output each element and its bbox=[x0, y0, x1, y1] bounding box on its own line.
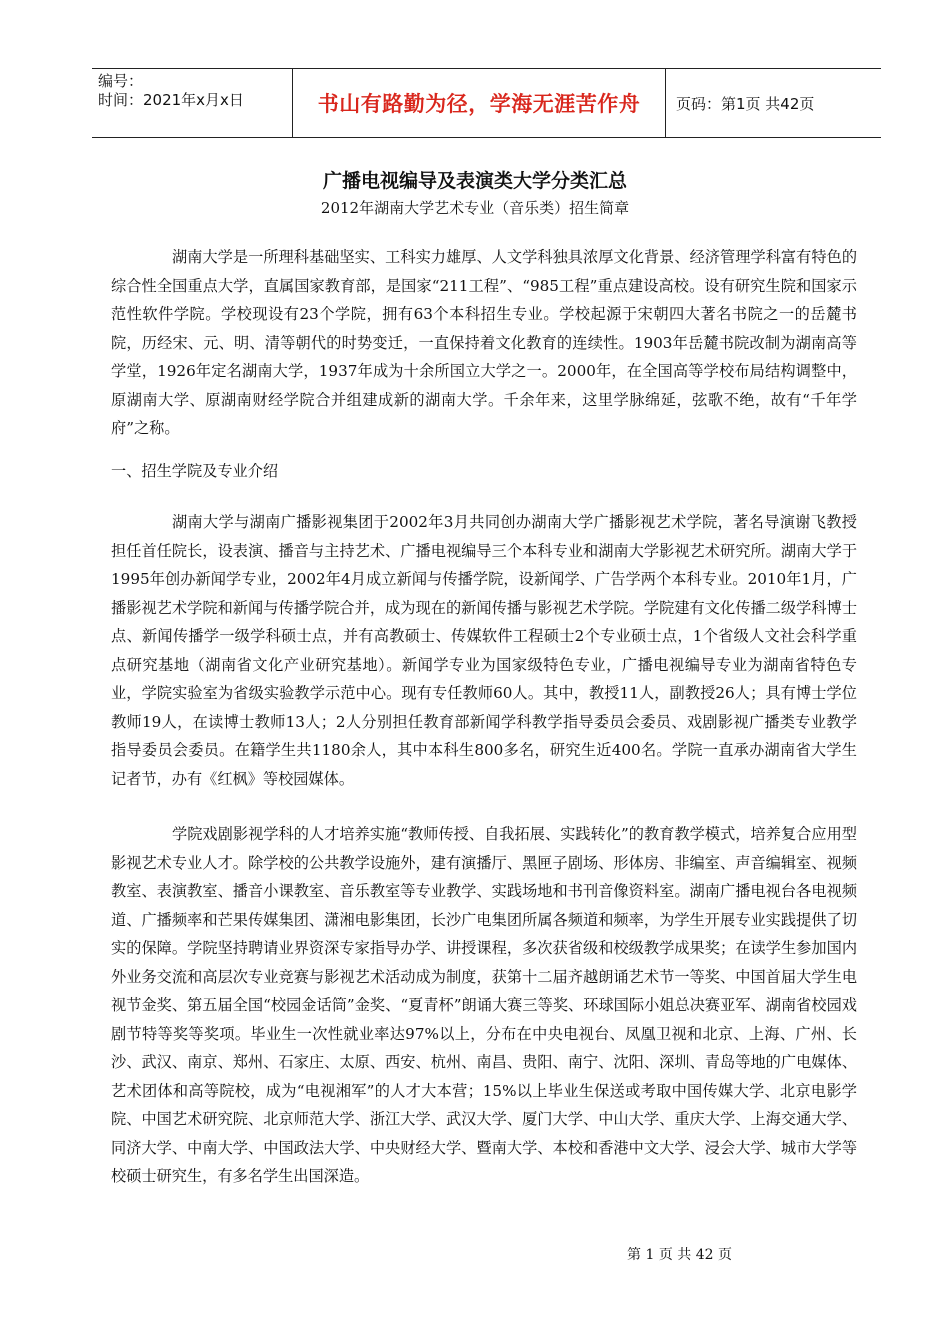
document-title: 广播电视编导及表演类大学分类汇总 bbox=[322, 170, 627, 192]
intro-paragraph: 湖南大学是一所理科基础坚实、工科实力雄厚、人文学科独具浓厚文化背景、经济管理学科富有特色的综合性全国重点大学，直属国家教育部，是国家“211工程”、“985工程”重点建设高校。设有研究生院和国家示范性软件学院。学校现设有23个学院，拥有63个本科招生专业。学校起源于宋朝四大著名书院之一的岳麓书院，历经宋、元、明、清等朝代的时势变迁，一直保持着文化教育的连续性。1903年岳麓书院改制为湖南高等学堂，1926年定名湖南大学，1937年成为十余所国立大学之一。2000年，在全国高等学校布局结构调整中，原湖南大学、原湖南财经学院合并组建成新的湖南大学。千余年来，这里学脉绵延，弦歌不绝，故有“千年学府”之称。 bbox=[111, 248, 857, 437]
section-paragraph-1: 湖南大学与湖南广播影视集团于2002年3月共同创办湖南大学广播影视艺术学院，著名导演谢飞教授担任首任院长，设表演、播音与主持艺术、广播电视编导三个本科专业和湖南大学影视艺术研究所。湖南大学于1995年创办新闻学专业，2002年4月成立新闻与传播学院，设新闻学、广告学两个本科专业。2010年1月，广播影视艺术学院和新闻与传播学院合并，成为现在的新闻传播与影视艺术学院。学院建有文化传播二级学科博士点、新闻传播学一级学科硕士点，并有高教硕士、传媒软件工程硕士2个专业硕士点，1个省级人文社会科学重点研究基地（湖南省文化产业研究基地）。新闻学专业为国家级特色专业，广播电视编导专业为湖南省特色专业，学院实验室为省级实验教学示范中心。现有专任教师60人。其中，教授11人，副教授26人；具有博士学位教师19人，在读博士教师13人；2人分别担任教育部新闻学科教学指导委员会委员、戏剧影视广播类专业教学指导委员会委员。在籍学生共1180余人，其中本科生800多名，研究生近400名。学院一直承办湖南省大学生记者节，办有《红枫》等校园媒体。 bbox=[111, 513, 857, 788]
header-meta-cell bbox=[92, 69, 293, 137]
page-footer: 第 1 页 共 42 页 bbox=[627, 1247, 732, 1263]
header-motto: 书山有路勤为径，学海无涯苦作舟 bbox=[293, 69, 666, 137]
document-header bbox=[92, 68, 881, 138]
document-subtitle: 2012年湖南大学艺术专业（音乐类）招生简章 bbox=[320, 199, 630, 217]
time-label: 时间：2021年x月x日 bbox=[98, 91, 244, 109]
header-page-info: 页码：第1页 共42页 bbox=[676, 94, 815, 113]
section-heading: 一、招生学院及专业介绍 bbox=[111, 462, 279, 480]
number-label: 编号： bbox=[98, 72, 144, 90]
section-paragraph-2: 学院戏剧影视学科的人才培养实施“教师传授、自我拓展、实践转化”的教育教学模式，培养复合应用型影视艺术专业人才。除学校的公共教学设施外，建有演播厅、黑匣子剧场、形体房、非编室、声音编辑室、视频教室、表演教室、播音小课教室、音乐教室等专业教学、实践场地和书刊音像资料室。湖南广播电视台各电视频道、广播频率和芒果传媒集团、潇湘电影集团，长沙广电集团所属各频道和频率，为学生开展专业实践提供了切实的保障。学院坚持聘请业界资深专家指导办学、讲授课程，多次获省级和校级教学成果奖；在读学生参加国内外业务交流和高层次专业竞赛与影视艺术活动成为制度，获第十二届齐越朗诵艺术节一等奖、中国首届大学生电视节金奖、第五届全国“校园金话筒”金奖、“夏青杯”朗诵大赛三等奖、环球国际小姐总决赛亚军、湖南省校园戏剧节特等奖等奖项。毕业生一次性就业率达97%以上，分布在中央电视台、凤凰卫视和北京、上海、广州、长沙、武汉、南京、郑州、石家庄、太原、西安、杭州、南昌、贵阳、南宁、沈阳、深圳、青岛等地的广电媒体、艺术团体和高等院校，成为“电视湘军”的人才大本营；15%以上毕业生保送或考取中国传媒大学、北京电影学院、中国艺术研究院、北京师范大学、浙江大学、武汉大学、厦门大学、中山大学、重庆大学、上海交通大学、同济大学、中南大学、中国政法大学、中央财经大学、暨南大学、本校和香港中文大学、浸会大学、城市大学等校硕士研究生，有多名学生出国深造。 bbox=[111, 825, 857, 1185]
